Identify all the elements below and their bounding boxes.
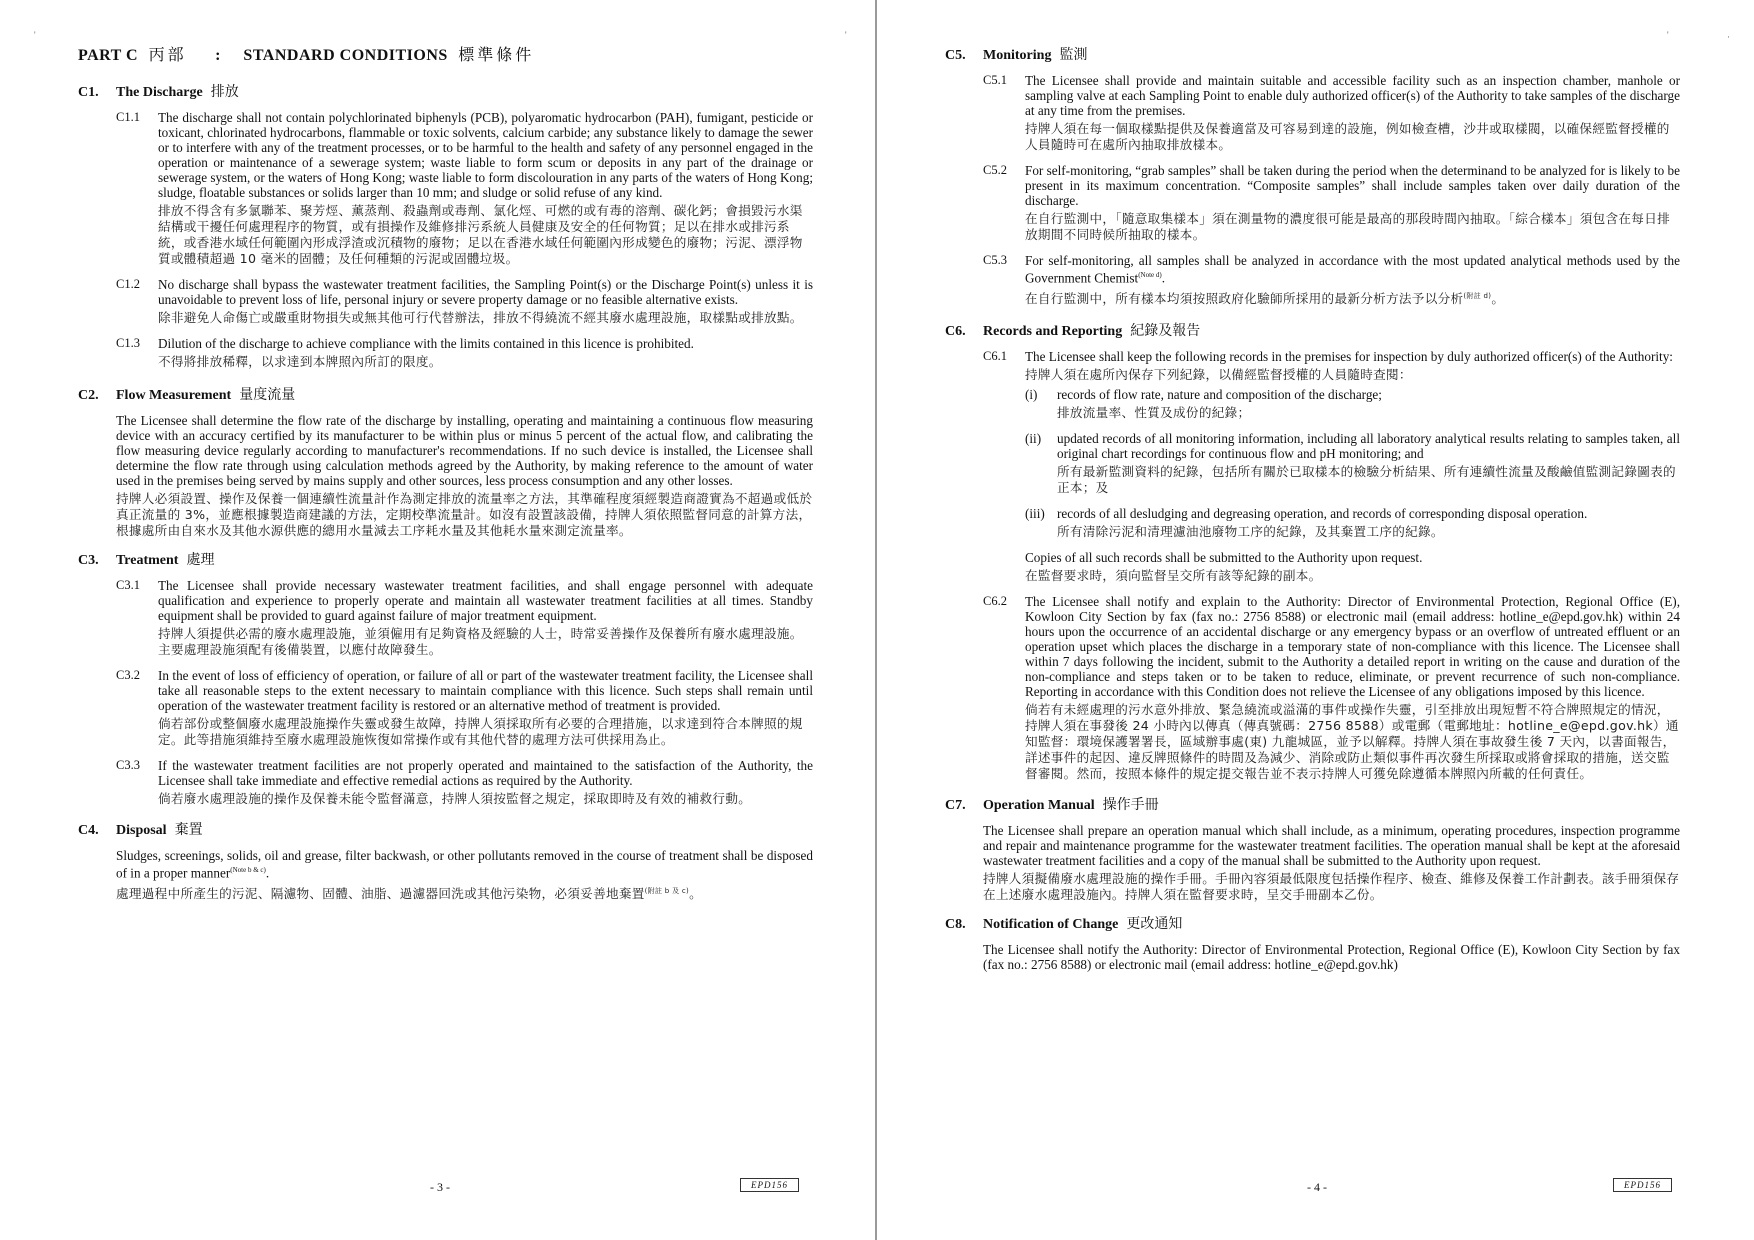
clause-text-zh: 倘若廢水處理設施的操作及保養未能令監督滿意，持牌人須按監督之規定，採取即時及有效的補救行動。 [158,791,752,806]
record-item [1025,431,1680,496]
copies-text-zh: 在監督要求時，須向監督呈交所有該等紀錄的副本。 [1025,567,1322,583]
clause-text-zh [1025,288,1680,307]
section-title: Notification of Change [983,916,1119,932]
clause-text-en: In the event of loss of efficiency of operation, or failure of all or part of the wastewater treatment facility, the Licensee shall take all reasonable steps to the extent necessary to maintain compliance with this licence. Such steps shall remain until operation of the wastewater treatment facility is restored or an alternative method of treatment is provided. [158,668,813,713]
sentence-end: . [1161,270,1166,286]
clause-text-zh: 除非避免人命傷亡或嚴重財物損失或無其他可行代替辦法，排放不得繞流不經其廢水處理設施，取樣點或排放點。 [158,310,803,325]
clause-c3-1 [78,578,813,658]
clause-text-en [1025,253,1680,285]
item-number: (ii) [1025,430,1042,446]
section-title-zh: 操作手冊 [1102,797,1159,813]
page-number: - 4 - [1307,1180,1327,1194]
monitoring-text: For self-monitoring, all samples shall be analyzed in accordance with the most updated analytical methods used by the Government Chemist [1025,253,1680,286]
clause-c6-1 [945,349,1680,584]
item-text-en: updated records of all monitoring information, including all laboratory analytical results relating to samples taken, all original chart recordings for continuous flow and pH monitoring; and [1057,430,1680,461]
section-number: C2. [78,388,99,403]
scan-mark: · [1727,32,1730,42]
section-text-en [116,848,813,880]
item-text-zh: 所有最新監測資料的紀錄，包括所有關於已取樣本的檢驗分析結果、所有連續性流量及酸鹼值監測記錄圖表的正本；及 [1057,463,1676,495]
clause-text-zh: 在自行監測中，「隨意取集樣本」須在測量物的濃度很可能是最高的那段時間內抽取。「綜合樣本」須包含在每日排放期間不同時候所抽取的樣本。 [1025,211,1670,242]
section-text-en: The Licensee shall determine the flow rate of the discharge by installing, operating and maintaining a continuous flow measuring device with an accuracy certified by its manufacturer to be within plus or minus 5 percent of the actual flow, and calibrating the flow measuring device regularly according to manufacturer's recommendations. If no such device is installed, the Licensee shall determine the flow rate through using calculation methods agreed by the Authority, by making reference to the amount of water used in the premises being served by mains supply and other sources, less process consumption and any other losses. [116,413,813,488]
clause-c1-3 [78,336,813,370]
section-heading-c3 [78,553,813,568]
clause-number: C6.1 [983,348,1007,363]
item-text-zh: 排放流量率、性質及成份的紀錄； [1057,404,1251,420]
clause-text-zh: 倘若部份或整個廢水處理設施操作失靈或發生故障，持牌人須採取所有必要的合理措施，以求達到符合本牌照的規定。此等措施須維持至廢水處理設施恢復如常操作或有其他代替的處理方法可供採用為止。 [158,716,803,747]
section-heading-c6 [945,324,1680,339]
section-title-zh: 監測 [1059,48,1088,63]
clause-number: C1.1 [116,110,140,124]
monitoring-text-zh: 在自行監測中，所有樣本均須按照政府化驗師所採用的最新分析方法予以分析 [1025,291,1464,307]
part-label: PART C [78,47,139,64]
section-title: Disposal [116,823,167,838]
section-heading-c7 [945,798,1680,813]
clause-text-en: The Licensee shall provide and maintain suitable and accessible facility such as an inspection chamber, manhole or sampling valve at each Sampling Point to enable duly authorized officer(s) of the Authority to take samples of the discharge at any time from the premises. [1025,73,1680,118]
clause-c5-3 [945,253,1680,308]
note-reference: (Note b & c) [230,866,266,874]
form-tag: EPD156 [740,1178,799,1192]
part-name-zh: 標準條件 [458,47,535,64]
section-number: C1. [78,85,99,100]
part-heading [78,48,813,63]
disposal-text: Sludges, screenings, solids, oil and grease, filter backwash, or other pollutants removed in the course of treatment shall be disposed of in a proper manner [116,848,813,881]
section-text-zh: 持牌人須擬備廢水處理設施的操作手冊。手冊內容須最低限度包括操作程序、檢查、維修及保養工作計劃表。該手冊須保存在上述廢水處理設施內。持牌人須在監督要求時，呈交手冊副本乙份。 [983,870,1680,902]
section-c7-body [983,823,1680,903]
section-c2-body [116,413,813,539]
clause-text-zh: 倘若有未經處理的污水意外排放、緊急繞流或溢滿的事件或操作失靈，引至排放出現短暫不符合牌照規定的情況，持牌人須在事發後 24 小時內以傳真（傳真號碼：2756 8588）或電郵（電郵地址：hotline_e@epd.gov.hk）通知監督：環境保護署署長，區域辦事處(東) 九龍城區，並予以解釋。持牌人須在事故發生後 7 天內，以書面報告，詳述事件的起因、違反牌照條件的時間及為減少、消除或防止類似事件再次發生所採取或將會採取的措施，送交監督審閱。然而，按照本條件的規定提交報告並不表示持牌人可獲免除遵循本牌照內所載的任何責任。 [1025,701,1679,781]
clause-text-en: Dilution of the discharge to achieve compliance with the limits contained in this licence is prohibited. [158,336,694,351]
clause-number: C5.2 [983,163,1007,177]
section-number: C5. [945,48,966,63]
clause-number: C3.3 [116,758,140,772]
form-tag: EPD156 [1613,1178,1672,1192]
item-text-en: records of flow rate, nature and composition of the discharge; [1057,386,1382,402]
section-heading-c8 [945,917,1680,932]
section-c4-body [116,848,813,903]
section-text-en: The Licensee shall prepare an operation manual which shall include, as a minimum, operating procedures, inspection programme and repair and maintenance programme for the wastewater treatment facilities. The operation manual shall be kept at the aforesaid wastewater treatment facilities and a copy of the manual shall be submitted to the Authority upon request. [983,822,1680,868]
clause-c1-2 [78,277,813,326]
clause-c3-2 [78,668,813,748]
scan-mark: ' [1667,30,1669,40]
clause-text-zh: 持牌人須在處所內保存下列紀錄，以備經監督授權的人員隨時查閱： [1025,366,1412,382]
sentence-end: . [265,865,270,881]
clause-number: C5.3 [983,253,1007,267]
section-c8-body [983,942,1680,972]
clause-number: C1.2 [116,277,140,291]
clause-text-en: If the wastewater treatment facilities are not properly operated and maintained to the satisfaction of the Authority, the Licensee shall take immediate and effective remedial actions as required by the Authority. [158,758,813,788]
clause-text-zh: 持牌人須提供必需的廢水處理設施，並須僱用有足夠資格及經驗的人士，時常妥善操作及保養所有廢水處理設施。主要處理設施須配有後備裝置，以應付故障發生。 [158,626,803,657]
section-number: C8. [945,916,966,932]
clause-number: C6.2 [983,593,1007,608]
section-title: Records and Reporting [983,323,1123,339]
record-item [1025,387,1680,421]
section-title-zh: 更改通知 [1126,916,1183,932]
scan-mark: ' [845,30,847,40]
note-reference: (Note d) [1138,271,1162,279]
item-text-zh: 所有清除污泥和清理濾油池廢物工序的紀錄，及其棄置工序的紀錄。 [1057,523,1444,539]
section-title-zh: 排放 [210,85,239,100]
clause-number: C1.3 [116,336,140,350]
clause-c5-1 [945,73,1680,153]
page-4-body [945,48,1680,986]
section-title: Monitoring [983,48,1052,63]
part-name: STANDARD CONDITIONS [243,47,448,64]
section-title-zh: 棄置 [174,823,203,838]
clause-text-en: The discharge shall not contain polychlorinated biphenyls (PCB), polyaromatic hydrocarbon (PAH), fumigant, pesticide or toxicant, chlorinated hydrocarbons, flammable or toxic solvents, calcium carbide; any substance likely to damage the sewer or to interfere with any of the treatment processes, or to be harmful to the health and safety of any personnel engaged in the operation or maintenance of a sewerage system; waste liable to form scum or deposits in any part of the drainage or sewerage system, or the waters of Hong Kong; waste liable to form discolouration in any parts of the waters of Hong Kong; sludge, floatable substances or solids larger than 10 mm; and sludge or solid refuse of any kind. [158,110,813,200]
clause-text-en: The Licensee shall keep the following records in the premises for inspection by duly authorized officer(s) of the Authority: [1025,348,1673,364]
section-number: C3. [78,553,99,568]
clause-text-en: The Licensee shall notify and explain to the Authority: Director of Environmental Protection, Regional Office (E), Kowloon City Section by fax (fax no.: 2756 8588) or electronic mail (email address: hotline_e@epd.gov.hk) within 24 hours upon the occurrence of an accidental discharge or any emergency bypass or an overflow of untreated effluent or an operation upset which places the discharge in a temporary state of non-compliance with this licence. The Licensee shall within 7 days following the incident, submit to the Authority a detailed report in writing on the cause and duration of the non-compliance and steps taken or to be taken to reduce, eliminate, or prevent recurrence of such non-compliance. Reporting in accordance with this Condition does not relieve the Licensee of any obligations imposed by this licence. [1025,593,1680,699]
part-colon: : [215,47,221,64]
section-heading-c2 [78,388,813,403]
section-text-en: The Licensee shall notify the Authority: Director of Environmental Protection, Regional Office (E), Kowloon City Section by fax (fax no.: 2756 8588) or electronic mail (email address: hotline_e@epd.gov.hk) [983,941,1680,972]
section-number: C4. [78,823,99,838]
section-text-zh: 持牌人必須設置、操作及保養一個連續性流量計作為測定排放的流量率之方法，其準確程度須經製造商證實為不超過或低於真正流量的 3%，並應根據製造商建議的方法，定期校準流量計。如沒有設置該設備，持牌人須依照監督同意的計算方法，根據處所由自來水及其他水源供應的總用水量減去工序耗水量及其他耗水量來測定流量率。 [116,491,813,538]
scan-mark: ' [34,30,36,40]
clause-number: C3.2 [116,668,140,682]
section-text-zh [116,883,813,902]
note-reference-zh: (附註 b 及 c) [644,887,690,896]
record-item [1025,506,1680,540]
section-title-zh: 紀錄及報告 [1130,323,1201,339]
page-number: - 3 - [430,1180,450,1194]
part-label-zh: 丙部 [148,47,187,64]
section-title-zh: 處理 [186,553,215,568]
section-title: Operation Manual [983,797,1095,813]
item-text-en: records of all desludging and degreasing operation, and records of corresponding disposal operation. [1057,505,1588,521]
copies-text-en: Copies of all such records shall be submitted to the Authority upon request. [1025,549,1423,565]
section-title: Treatment [116,553,179,568]
clause-text-en: For self-monitoring, “grab samples” shall be taken during the period when the determinand to be analyzed for is likely to be present in its maximum concentration. “Composite samples” shall include samples taken over daily duration of the discharge. [1025,163,1680,208]
page-4 [877,0,1754,1240]
section-heading-c1 [78,85,813,100]
item-number: (i) [1025,386,1038,402]
page-3-body [78,48,813,917]
clause-c5-2 [945,163,1680,243]
section-title-zh: 量度流量 [239,388,296,403]
section-number: C7. [945,797,966,813]
clause-c1-1 [78,110,813,267]
section-heading-c5 [945,48,1680,63]
clause-text-zh: 不得將排放稀釋，以求達到本牌照內所訂的限度。 [158,354,442,369]
disposal-text-zh: 處理過程中所產生的污泥、隔濾物、固體、油脂、過濾器回洗或其他污染物，必須妥善地棄置 [116,886,645,902]
sentence-end-zh: 。 [1491,291,1505,307]
clause-text-en: No discharge shall bypass the wastewater treatment facilities, the Sampling Point(s) or the Discharge Point(s) unless it is unavoidable to prevent loss of life, personal injury or severe property damage or no feasible alternative exists. [158,277,813,307]
clause-text-zh: 持牌人須在每一個取樣點提供及保養適當及可容易到達的設施，例如檢查槽，沙井或取樣閥，以確保經監督授權的人員隨時可在處所內抽取排放樣本。 [1025,121,1670,152]
clause-number: C5.1 [983,73,1007,87]
clause-c3-3 [78,758,813,807]
section-title: Flow Measurement [116,388,232,403]
clause-text-zh: 排放不得含有多氯聯苯、聚芳烴、薰蒸劑、殺蟲劑或毒劑、氯化烴、可燃的或有毒的溶劑、碳化鈣；會損毀污水渠結構或干擾任何處理程序的物質，或有損操作及維修排污系統人員健康及安全的任何物質；足以在排水或排污系統，或香港水域任何範圍內形成浮渣或沉積物的廢物；足以在香港水域任何範圍內形成變色的廢物；污泥、漂浮物質或體積超過 10 毫米的固體；及任何種類的污泥或固體垃圾。 [158,203,803,266]
sentence-end-zh: 。 [689,886,702,902]
section-heading-c4 [78,823,813,838]
clause-text-en: The Licensee shall provide necessary wastewater treatment facilities, and shall engage personnel with adequate qualification and experience to properly operate and maintain all wastewater treatment facilities at all times. Standby equipment shall be provided to guard against failure of major treatment equipment. [158,578,813,623]
note-reference-zh: (附註 d) [1463,292,1492,301]
item-number: (iii) [1025,505,1045,521]
clause-number: C3.1 [116,578,140,592]
section-number: C6. [945,323,966,339]
clause-c6-2 [945,594,1680,782]
section-title: The Discharge [116,85,203,100]
